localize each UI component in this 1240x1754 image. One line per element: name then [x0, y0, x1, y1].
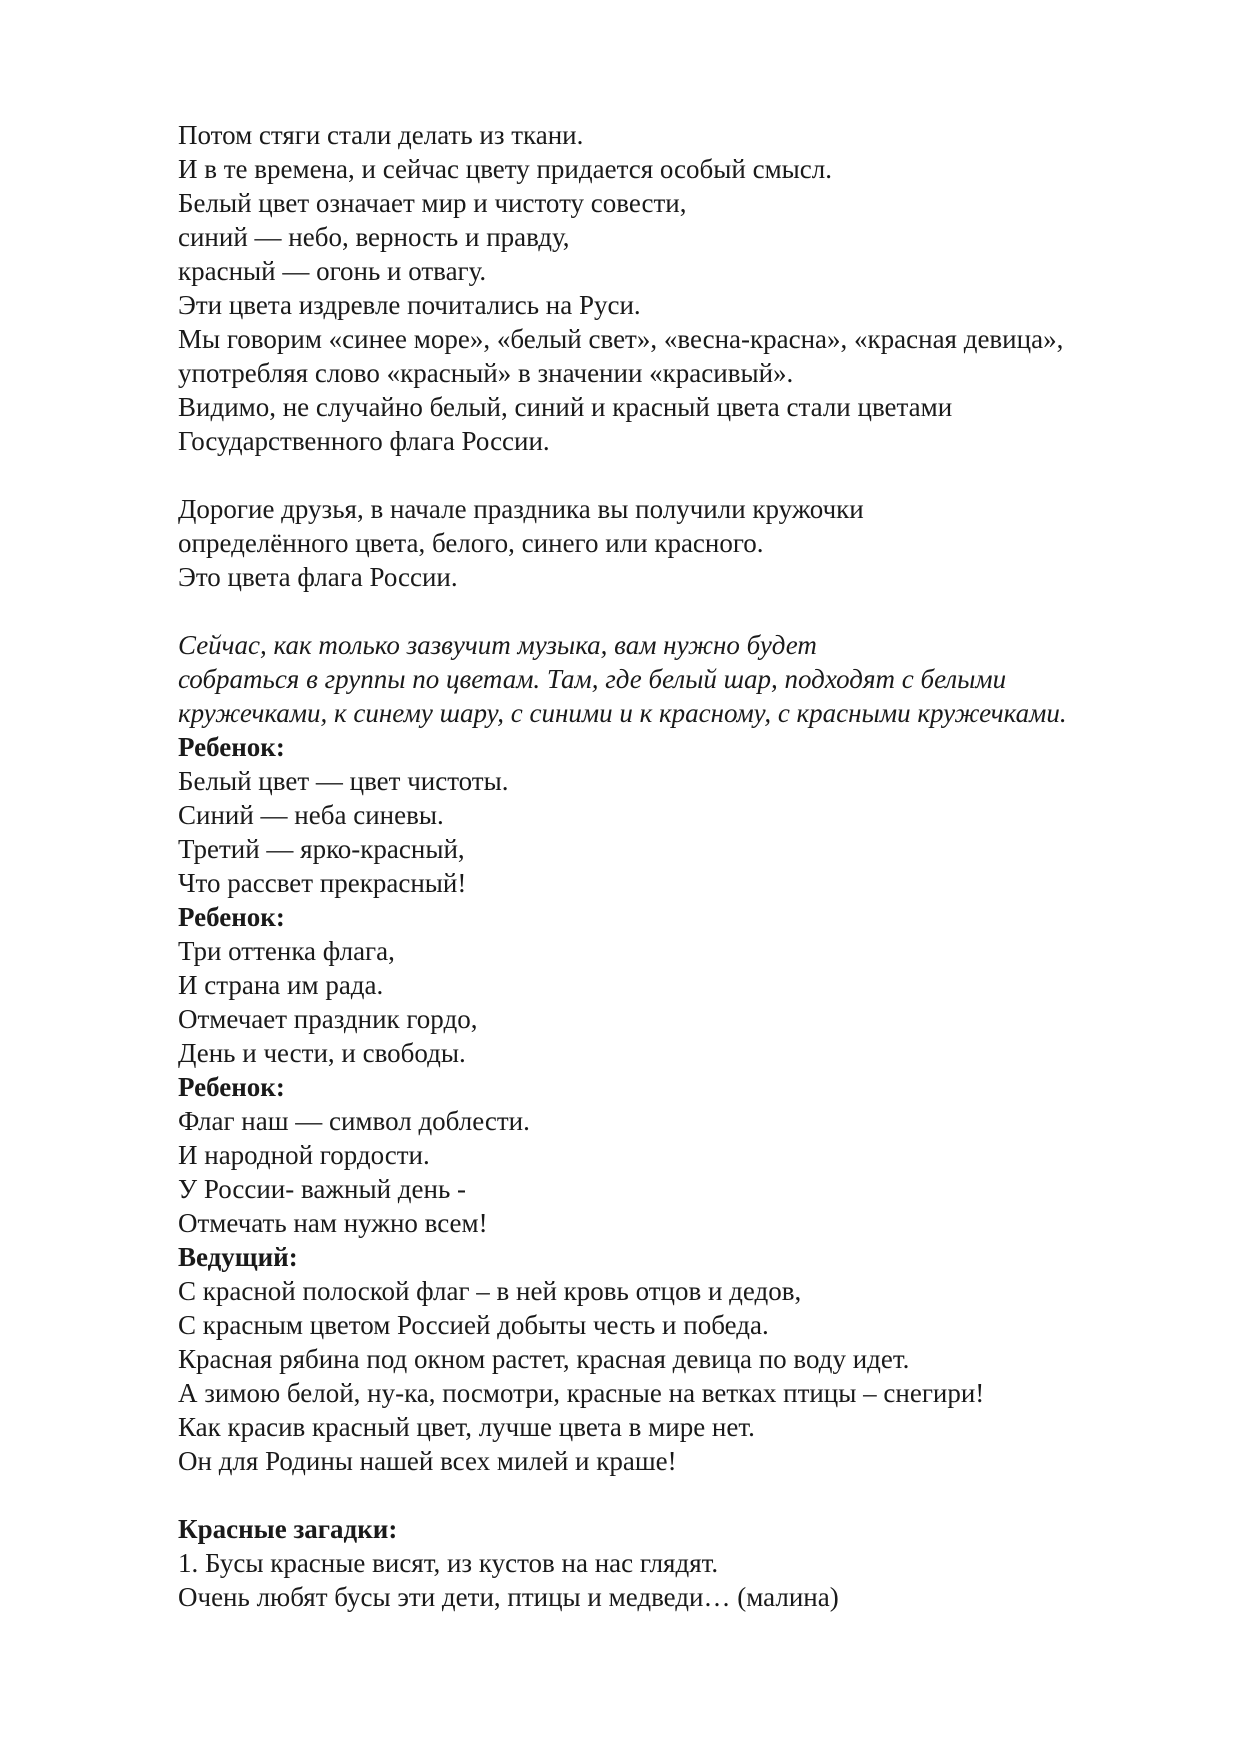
verse-line: Синий — неба синевы. — [178, 800, 444, 830]
verse-line: Отмечать нам нужно всем! — [178, 1208, 488, 1238]
speaker-label: Ведущий: — [178, 1242, 298, 1272]
verse-line: С красной полоской флаг – в ней кровь отцов и дедов, — [178, 1276, 802, 1306]
host-verse — [178, 1240, 1188, 1478]
verse-line: Белый цвет — цвет чистоты. — [178, 766, 509, 796]
text-line: Государственного флага России. — [178, 426, 550, 456]
speaker-label: Ребенок: — [178, 732, 285, 762]
text-line: кружечками, к синему шару, с синими и к красному, с красными кружечками. — [178, 698, 1067, 728]
text-line: собраться в группы по цветам. Там, где белый шар, подходят с белыми — [178, 664, 1007, 694]
verse-line: День и чести, и свободы. — [178, 1038, 466, 1068]
text-line: И в те времена, и сейчас цвету придается особый смысл. — [178, 154, 833, 184]
paragraph-gap — [178, 594, 1188, 628]
verse-line: Три оттенка флага, — [178, 936, 395, 966]
speaker-label: Ребенок: — [178, 902, 285, 932]
riddle-line: 1. Бусы красные висят, из кустов на нас глядят. — [178, 1548, 719, 1578]
text-line: Дорогие друзья, в начале праздника вы получили кружочки — [178, 494, 864, 524]
text-line: Это цвета флага России. — [178, 562, 458, 592]
verse-line: Как красив красный цвет, лучше цвета в мире нет. — [178, 1412, 755, 1442]
riddle-line: Очень любят бусы эти дети, птицы и медведи… (малина) — [178, 1582, 839, 1612]
text-line: Потом стяги стали делать из ткани. — [178, 120, 584, 150]
text-line: употребляя слово «красный» в значении «красивый». — [178, 358, 794, 388]
intro-paragraph — [178, 118, 1188, 458]
verse-line: Красная рябина под окном растет, красная девица по воду идет. — [178, 1344, 910, 1374]
text-line: синий — небо, верность и правду, — [178, 222, 570, 252]
friends-paragraph — [178, 492, 1188, 594]
text-line: определённого цвета, белого, синего или красного. — [178, 528, 764, 558]
text-line: Эти цвета издревле почитались на Руси. — [178, 290, 641, 320]
verse-line: Третий — ярко-красный, — [178, 834, 465, 864]
text-line: красный — огонь и отвагу. — [178, 256, 487, 286]
text-line: Белый цвет означает мир и чистоту совести, — [178, 188, 687, 218]
verse-line: У России- важный день - — [178, 1174, 467, 1204]
verse-line: И народной гордости. — [178, 1140, 430, 1170]
riddles-section — [178, 1512, 1188, 1614]
verse-line: Что рассвет прекрасный! — [178, 868, 467, 898]
speaker-label: Ребенок: — [178, 1072, 285, 1102]
text-line: Сейчас, как только зазвучит музыка, вам нужно будет — [178, 630, 817, 660]
paragraph-gap — [178, 458, 1188, 492]
child-verse-2 — [178, 900, 1188, 1070]
text-line: Мы говорим «синее море», «белый свет», «весна-красна», «красная девица», — [178, 324, 1064, 354]
verse-line: И страна им рада. — [178, 970, 384, 1000]
verse-line: Отмечает праздник гордо, — [178, 1004, 478, 1034]
verse-line: А зимою белой, ну-ка, посмотри, красные на ветках птицы – снегири! — [178, 1378, 985, 1408]
instruction-paragraph — [178, 628, 1188, 730]
section-heading: Красные загадки: — [178, 1514, 398, 1544]
verse-line: Он для Родины нашей всех милей и краше! — [178, 1446, 677, 1476]
paragraph-gap — [178, 1478, 1188, 1512]
text-line: Видимо, не случайно белый, синий и красный цвета стали цветами — [178, 392, 953, 422]
verse-line: С красным цветом Россией добыты честь и победа. — [178, 1310, 769, 1340]
document-body — [178, 118, 1188, 1614]
child-verse-1 — [178, 730, 1188, 900]
verse-line: Флаг наш — символ доблести. — [178, 1106, 530, 1136]
child-verse-3 — [178, 1070, 1188, 1240]
